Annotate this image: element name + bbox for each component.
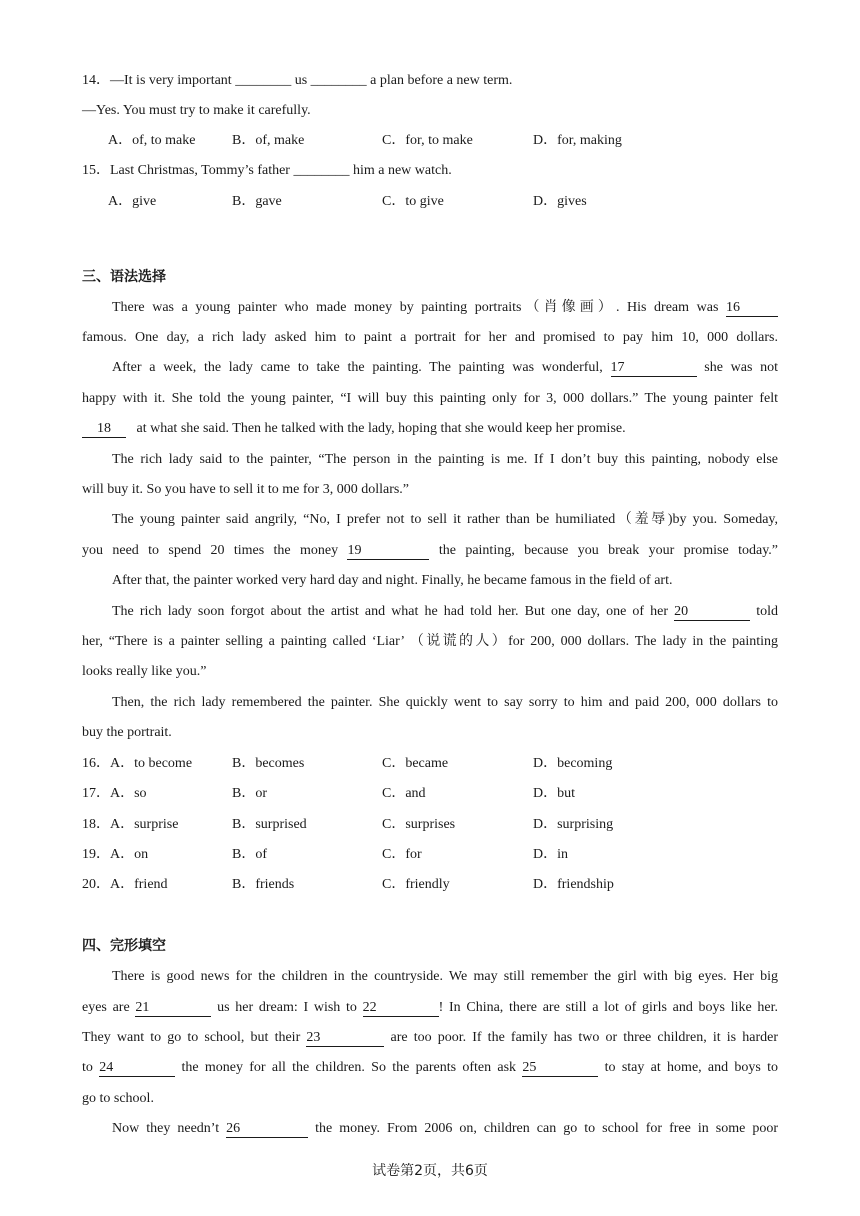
s3-p1-text-a: There was a young painter who made money by painting portraits（肖像画）. His dream was (112, 300, 719, 315)
blank-16[interactable]: 16 (726, 300, 778, 317)
q15-option-d: D．gives (533, 194, 587, 209)
blank-20[interactable]: 20 (674, 604, 750, 621)
s3-p5: After that, the painter worked very hard day and night. Finally, he became famous in the field of art. (112, 573, 673, 588)
blank-26[interactable]: 26 (226, 1121, 308, 1138)
choice-20-b: B．friends (232, 877, 295, 892)
blank-17[interactable]: 17 (611, 360, 697, 377)
s4-p2-line1 (112, 1119, 778, 1139)
s4-p2-text-a1: Now they needn’t (112, 1121, 220, 1136)
s3-p3-line1: The rich lady said to the painter, “The person in the painting is me. If I don’t buy this painting, nobody else (112, 452, 778, 467)
s4-p1-text-c2: are too poor. If the family has two or three children, it is harder (390, 1030, 778, 1045)
q14-option-d: D．for, making (533, 133, 622, 148)
s3-p6-text-b: told (756, 604, 779, 619)
choice-17-d: D．but (533, 786, 575, 801)
choice-16-c: C．became (382, 756, 449, 771)
s3-p4-line2 (82, 541, 778, 561)
s4-p1-text-c1: They want to go to school, but their (82, 1030, 301, 1045)
choice-19-c: C．for (382, 847, 422, 862)
choice-19-d: D．in (533, 847, 568, 862)
choice-17-b: B．or (232, 786, 267, 801)
s4-p2-text-a2: the money. From 2006 on, children can go to school for free in some poor (315, 1121, 779, 1136)
choice-18-a: 18．A．surprise (82, 817, 179, 832)
s3-p2-line2: happy with it. She told the young painter, “I will buy this painting only for 3, 000 dollars.” The young painter felt (82, 391, 778, 406)
q15-option-a: A．give (108, 194, 157, 209)
s3-p6-line3: looks really like you.” (82, 664, 207, 679)
s4-p1-line4 (82, 1058, 778, 1078)
choice-18-b: B．surprised (232, 817, 307, 832)
blank-19[interactable]: 19 (347, 543, 429, 560)
s3-p4-text-c: the painting, because you break your promise today.” (438, 543, 778, 558)
s4-p1-line1: There is good news for the children in the countryside. We may still remember the girl with big eyes. Her big (112, 969, 778, 984)
s3-p1-line1 (112, 298, 778, 318)
s3-p1-line2: famous. One day, a rich lady asked him to paint a portrait for her and promised to pay him 10, 000 dollars. (82, 330, 778, 345)
s4-p1-line3 (82, 1028, 778, 1048)
blank-23[interactable]: 23 (306, 1030, 384, 1047)
choice-18-c: C．surprises (382, 817, 456, 832)
s3-p7-line2: buy the portrait. (82, 725, 172, 740)
s4-p1-text-b3: ! In China, there are still a lot of girls and boys like her. (438, 1000, 779, 1015)
s3-p2-text-a: After a week, the lady came to take the painting. The painting was wonderful, (112, 360, 603, 375)
choice-20-a: 20．A．friend (82, 877, 168, 892)
s4-p1-text-d1: to (82, 1060, 93, 1075)
choice-17-c: C．and (382, 786, 426, 801)
blank-18[interactable]: 18 (82, 421, 126, 438)
choice-19-b: B．of (232, 847, 267, 862)
s3-p6-text-a: The rich lady soon forgot about the artist and what he had told her. But one day, one of her (112, 604, 669, 619)
choice-18-d: D．surprising (533, 817, 614, 832)
choice-20-c: C．friendly (382, 877, 450, 892)
s3-p6-line1 (112, 602, 778, 622)
q14-option-a: A．of, to make (108, 133, 196, 148)
q14-stem: 14．—It is very important ________ us ________ a plan before a new term. (82, 73, 513, 88)
s3-p2-line3 (82, 419, 626, 439)
blank-24[interactable]: 24 (99, 1060, 175, 1077)
s3-p4-line1: The young painter said angrily, “No, I prefer not to sell it rather than be humiliated（羞辱)by you. Someday, (112, 512, 778, 527)
s4-p1-text-d2: the money for all the children. So the parents often ask (181, 1060, 517, 1075)
s4-p1-line2 (82, 998, 778, 1018)
choice-16-b: B．becomes (232, 756, 305, 771)
s3-p6-line2: her, “There is a painter selling a painting called ‘Liar’ （说谎的人）for 200, 000 dollars. The lady in the painting (82, 634, 778, 649)
s3-p7-line1: Then, the rich lady remembered the painter. She quickly went to say sorry to him and paid 200, 000 dollars to (112, 695, 778, 710)
blank-25[interactable]: 25 (522, 1060, 598, 1077)
s4-p1-text-d3: to stay at home, and boys to (604, 1060, 779, 1075)
s3-p3-line2: will buy it. So you have to sell it to me for 3, 000 dollars.” (82, 482, 410, 497)
page-footer: 试卷第2页，共6页 (372, 1163, 488, 1179)
s4-p1-line5: go to school. (82, 1091, 154, 1106)
s4-p1-text-b1: eyes are (82, 1000, 130, 1015)
choice-16-d: D．becoming (533, 756, 613, 771)
choice-17-a: 17．A．so (82, 786, 147, 801)
section3-heading: 三、语法选择 (82, 269, 166, 285)
q15-option-b: B．gave (232, 194, 282, 209)
q14-option-b: B．of, make (232, 133, 305, 148)
s3-p2-text-d: at what she said. Then he talked with the lady, hoping that she would keep her promise. (136, 421, 626, 436)
choice-19-a: 19．A．on (82, 847, 149, 862)
blank-21[interactable]: 21 (135, 1000, 211, 1017)
q15-option-c: C．to give (382, 194, 444, 209)
s3-p4-text-b: you need to spend 20 times the money (82, 543, 339, 558)
choice-20-d: D．friendship (533, 877, 614, 892)
choice-16-a: 16．A．to become (82, 756, 193, 771)
s3-p2-text-b: she was not (704, 360, 779, 375)
q14-option-c: C．for, to make (382, 133, 473, 148)
q15-stem: 15．Last Christmas, Tommy’s father ________ him a new watch. (82, 163, 452, 178)
s4-p1-text-b2: us her dream: I wish to (217, 1000, 357, 1015)
q14-reply: —Yes. You must try to make it carefully. (82, 103, 311, 118)
blank-22[interactable]: 22 (363, 1000, 439, 1017)
section4-heading: 四、完形填空 (82, 938, 166, 954)
s3-p2-line1 (112, 358, 778, 378)
